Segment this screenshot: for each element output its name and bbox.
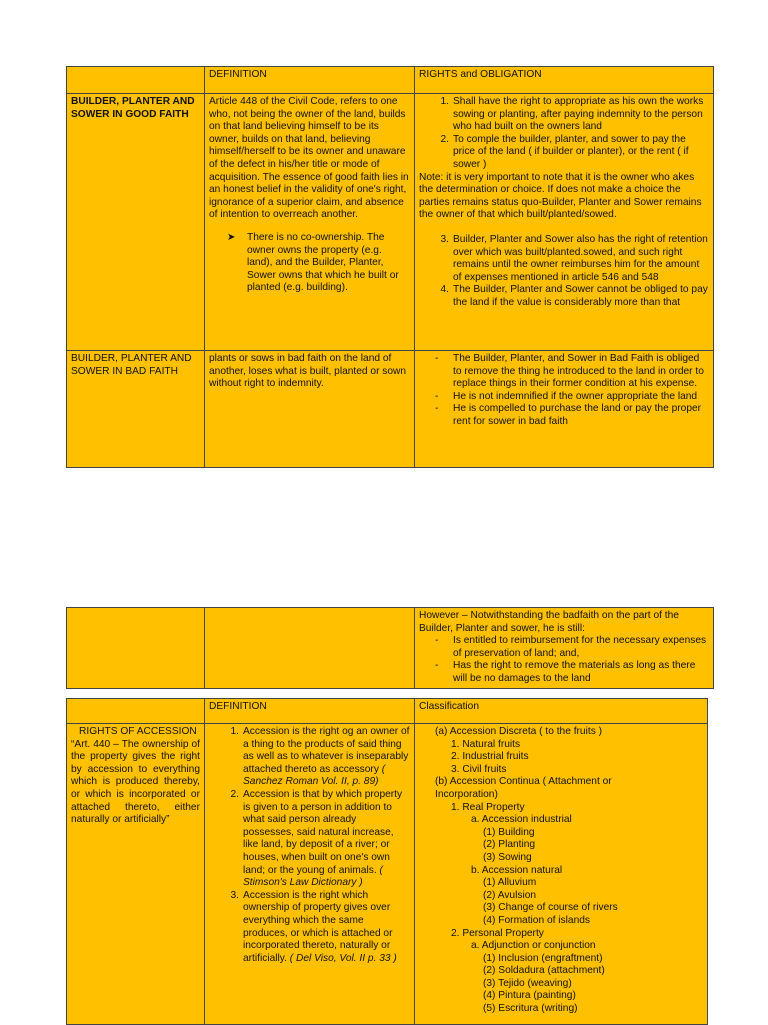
header-empty — [67, 67, 205, 94]
item-text: The Builder, Planter and Sower cannot be obliged to pay the land if the value is considerably more than that — [453, 284, 708, 308]
accession-classification — [415, 724, 708, 1025]
classification-item: a. Adjunction or conjunction — [471, 940, 596, 952]
table-row-accession — [67, 724, 708, 1025]
definition-text: Article 448 of the Civil Code, refers to one who, not being the owner of the land, builds on that land believing himself to be its owner, builds on that land, believing himself/herself to be its owner and unaware of the defect in his/her title or mode of acquisition. The essence of good faith lies in an honest belief in the validity of one's right, ignorance of a superior claim, and absence of intention to overreach another. — [209, 96, 409, 221]
list-item — [419, 284, 709, 309]
good-bad-faith-table — [66, 66, 714, 468]
item-number: 1. — [230, 726, 239, 737]
classification-item: b. Accession natural — [471, 864, 563, 876]
row-label-accession — [67, 724, 205, 1025]
list-item — [419, 96, 709, 134]
item-text: The Builder, Planter, and Sower in Bad Faith is obliged to remove the thing he introduced to the land in order to replace things in their former condition at his expense. — [453, 353, 704, 390]
classification-item: (4) Formation of islands — [483, 914, 591, 926]
table-header-row — [67, 67, 714, 94]
classification-item: (1) Inclusion (engraftment) — [483, 952, 603, 964]
rights-list-continued — [419, 234, 709, 310]
list-item — [209, 789, 410, 890]
item-text: Has the right to remove the materials as long as there will be no damages to the land — [453, 660, 696, 684]
however-intro: However – Notwithstanding the badfaith on the part of the Builder, Planter and sower, he is still: — [419, 610, 679, 634]
header-definition: DEFINITION — [205, 67, 415, 94]
dash-marker: - — [435, 635, 439, 647]
item-citation: ( Sanchez Roman Vol. II, p. 89) — [243, 763, 386, 788]
rights-good-faith — [415, 94, 714, 351]
header-definition: DEFINITION — [205, 699, 415, 724]
classification-item: (1) Alluvium — [483, 877, 537, 889]
item-text: Accession is the right og an owner of a thing to the products of said thing as well as to whatever is inseparably attached thereto as accessory — [243, 726, 410, 775]
rights-list — [419, 96, 709, 172]
dash-marker: - — [435, 660, 439, 672]
empty-cell — [205, 608, 415, 689]
classification-item: (b) Accession Continua ( Attachment or — [435, 776, 612, 788]
classification-item: (3) Sowing — [483, 851, 532, 863]
item-number: 4. — [440, 284, 449, 296]
list-item — [419, 391, 709, 404]
item-citation: ( Stimson's Law Dictionary ) — [243, 864, 383, 889]
row-label-bad-faith: BUILDER, PLANTER AND SOWER IN BAD FAITH — [67, 351, 205, 468]
empty-cell — [67, 608, 205, 689]
item-text: Accession is that by which property is given to a person in addition to what said person already possesses, said natural increase, like land, by deposit of a river; or houses, when built on one's own land; or the young of animals. — [243, 788, 403, 876]
classification-item: 1. Real Property — [451, 801, 525, 813]
bullet-text: There is no co-ownership. The owner owns the property (e.g. land), and the Builder, Planter, Sower owns that which he built or planted (e.g. building). — [247, 231, 399, 294]
accession-title: RIGHTS OF ACCESSION — [79, 726, 197, 737]
classification-item: 2. Personal Property — [451, 927, 544, 939]
list-item — [419, 134, 709, 172]
arrow-bullet-icon: ➤ — [227, 231, 236, 243]
classification-item: 2. Industrial fruits — [451, 751, 529, 763]
table-row — [67, 608, 714, 689]
item-number: 3. — [440, 233, 449, 245]
header-rights: RIGHTS and OBLIGATION — [415, 67, 714, 94]
classification-item: (2) Avulsion — [483, 889, 537, 901]
definitions-list — [209, 726, 410, 965]
item-citation: ( Del Viso, Vol. II p. 33 ) — [289, 952, 397, 964]
table-header-row — [67, 699, 708, 724]
bad-faith-continuation-table — [66, 607, 714, 689]
classification-item: (3) Change of course of rivers — [483, 902, 618, 914]
dash-marker: - — [435, 390, 439, 402]
list-item — [419, 635, 709, 660]
header-classification: Classification — [415, 699, 708, 724]
list-item — [209, 890, 410, 966]
dash-marker: - — [435, 353, 439, 364]
classification-item: a. Accession industrial — [471, 814, 572, 826]
classification-item: Incorporation) — [435, 788, 498, 800]
classification-item: (4) Pintura (painting) — [483, 990, 576, 1002]
item-text: Accession is the right which ownership of property gives over everything which the same produces, or which is attached or incorporated thereto, naturally or artificially. — [243, 889, 393, 964]
list-item — [419, 234, 709, 284]
classification-item: 3. Civil fruits — [451, 763, 507, 775]
bad-faith-rights-list — [419, 353, 709, 429]
definition-bad-faith: plants or sows in bad faith on the land of another, loses what is built, planted or sown without right to indemnity. — [205, 351, 415, 468]
however-list — [419, 635, 709, 685]
list-item — [419, 353, 709, 391]
item-number: 2. — [230, 788, 239, 800]
item-text: He is not indemnified if the owner appropriate the land — [453, 390, 698, 402]
dash-marker: - — [435, 403, 439, 415]
list-item — [419, 403, 709, 428]
classification-item: (1) Building — [483, 826, 535, 838]
item-text: Builder, Planter and Sower also has the right of retention over which was built/planted.sowed, and such right remains until the owner reimburses him for the amount of expenses mentioned in article 546 and 548 — [453, 233, 708, 283]
item-text: To comple the builder, planter, and sower to pay the price of the land ( if builder or planter), or the rent ( if sower ) — [453, 133, 689, 170]
rights-bad-faith — [415, 351, 714, 468]
row-label-good-faith: BUILDER, PLANTER AND SOWER IN GOOD FAITH — [67, 94, 205, 351]
table-row-bad-faith — [67, 351, 714, 468]
classification-item: (3) Tejido (weaving) — [483, 977, 572, 989]
classification-item: (2) Planting — [483, 839, 536, 851]
header-empty — [67, 699, 205, 724]
item-text: He is compelled to purchase the land or pay the proper rent for sower in bad faith — [453, 403, 702, 427]
item-text: Is entitled to reimbursement for the necessary expenses of preservation of land; and, — [453, 635, 707, 659]
classification-item: (5) Escritura (writing) — [483, 1003, 578, 1015]
accession-table — [66, 698, 708, 1025]
classification-item: (2) Soldadura (attachment) — [483, 965, 605, 977]
list-item — [419, 660, 709, 685]
item-number: 3. — [230, 889, 239, 901]
table-row-good-faith — [67, 94, 714, 351]
classification-item: 1. Natural fruits — [451, 738, 521, 750]
however-cell — [415, 608, 714, 689]
item-text: Shall have the right to appropriate as his own the works sowing or planting, after paying indemnity to the person who had built on the owners land — [453, 96, 704, 133]
list-item — [209, 726, 410, 789]
article-440-quote: “Art. 440 – The ownership of the property gives the right by accession to everything which is produced thereby, or which is incorporated or attached thereto, either naturally or artificially” — [71, 738, 200, 826]
definition-good-faith — [205, 94, 415, 351]
note-text: Note: it is very important to note that it is the owner who akes the determination or choice. If does not make a choice the parties remains status quo-Builder, Planter and Sower remains the owner of that which built/planted/sowed. — [419, 171, 702, 221]
classification-list — [419, 726, 703, 1016]
classification-item: (a) Accession Discreta ( to the fruits ) — [435, 726, 603, 737]
item-number: 1. — [440, 96, 449, 107]
accession-definitions — [205, 724, 415, 1025]
arrow-bullet — [209, 232, 410, 295]
item-number: 2. — [440, 133, 449, 145]
